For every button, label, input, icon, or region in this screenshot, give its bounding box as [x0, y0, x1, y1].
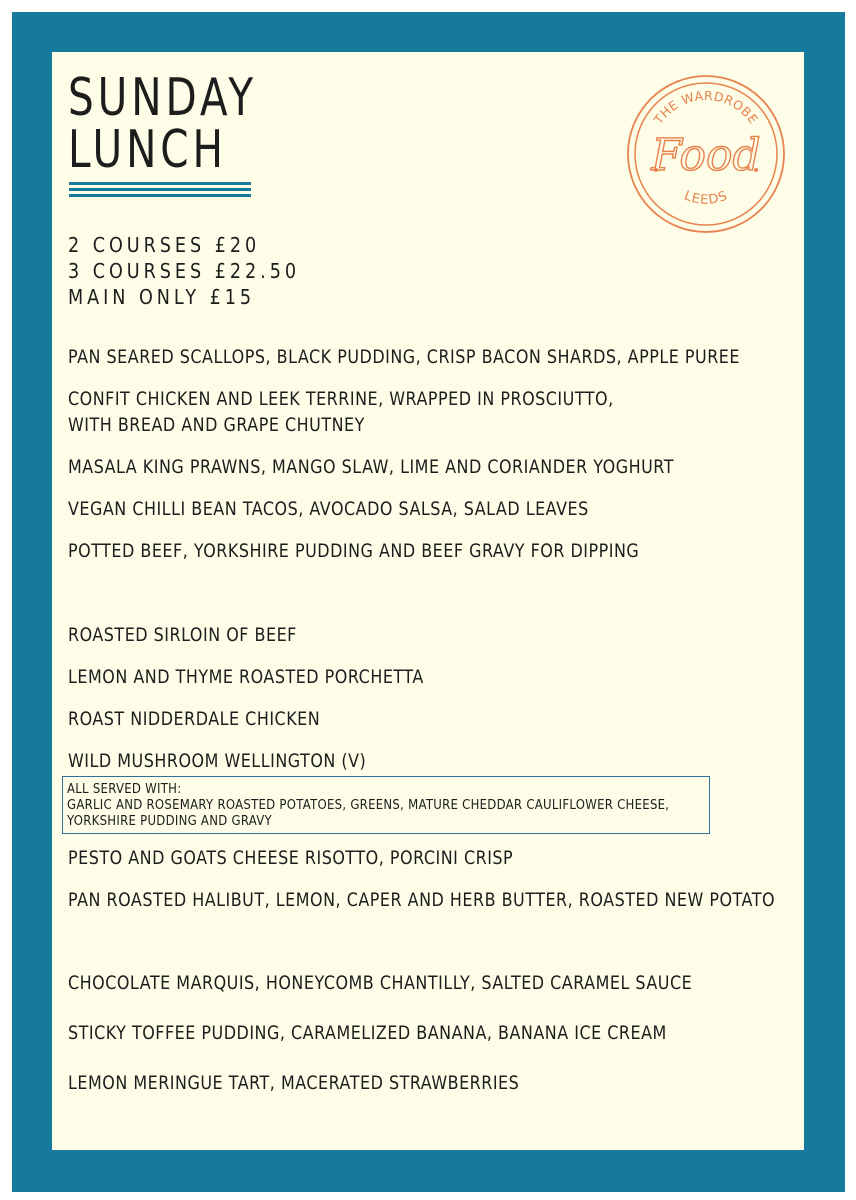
starter-item-continuation: WITH BREAD AND GRAPE CHUTNEY — [68, 414, 365, 436]
main-item: PESTO AND GOATS CHEESE RISOTTO, PORCINI CRISP — [68, 847, 514, 869]
menu-title-line2: LUNCH — [68, 120, 227, 180]
logo-center-text: Food — [651, 130, 761, 181]
main-item: ROASTED SIRLOIN OF BEEF — [68, 624, 297, 646]
main-item: WILD MUSHROOM WELLINGTON (V) — [68, 750, 367, 772]
starter-item: MASALA KING PRAWNS, MANGO SLAW, LIME AND CORIANDER YOGHURT — [68, 456, 674, 478]
price-list — [68, 232, 300, 310]
main-item: LEMON AND THYME ROASTED PORCHETTA — [68, 666, 424, 688]
price-two-courses: 2 COURSES £20 — [68, 233, 261, 257]
wardrobe-food-logo — [626, 74, 786, 234]
starter-item: POTTED BEEF, YORKSHIRE PUDDING AND BEEF GRAVY FOR DIPPING — [68, 540, 640, 562]
menu-title — [68, 68, 258, 180]
logo-bottom-text: LEEDS — [681, 188, 731, 208]
price-three-courses: 3 COURSES £22.50 — [68, 259, 301, 283]
starter-item: VEGAN CHILLI BEAN TACOS, AVOCADO SALSA, SALAD LEAVES — [68, 498, 589, 520]
starter-item: CONFIT CHICKEN AND LEEK TERRINE, WRAPPED IN PROSCIUTTO, — [68, 388, 614, 410]
served-with-text — [67, 782, 669, 830]
price-main-only: MAIN ONLY £15 — [68, 285, 256, 309]
served-with-sides: GARLIC AND ROSEMARY ROASTED POTATOES, GREENS, MATURE CHEDDAR CAULIFLOWER CHEESE, — [67, 798, 670, 813]
dessert-item: CHOCOLATE MARQUIS, HONEYCOMB CHANTILLY, SALTED CARAMEL SAUCE — [68, 972, 693, 994]
menu-title-line1: SUNDAY — [68, 68, 258, 128]
title-underline — [69, 188, 251, 191]
main-item: ROAST NIDDERDALE CHICKEN — [68, 708, 321, 730]
served-with-heading: ALL SERVED WITH: — [67, 782, 182, 797]
starter-item: PAN SEARED SCALLOPS, BLACK PUDDING, CRISP BACON SHARDS, APPLE PUREE — [68, 346, 740, 368]
main-item: PAN ROASTED HALIBUT, LEMON, CAPER AND HERB BUTTER, ROASTED NEW POTATO — [68, 889, 776, 911]
served-with-sides: YORKSHIRE PUDDING AND GRAVY — [67, 814, 272, 829]
title-underline — [69, 182, 251, 185]
dessert-item: LEMON MERINGUE TART, MACERATED STRAWBERRIES — [68, 1072, 520, 1094]
dessert-item: STICKY TOFFEE PUDDING, CARAMELIZED BANANA, BANANA ICE CREAM — [68, 1022, 667, 1044]
title-underline — [69, 194, 251, 197]
logo-top-text: THE WARDROBE — [650, 87, 762, 127]
